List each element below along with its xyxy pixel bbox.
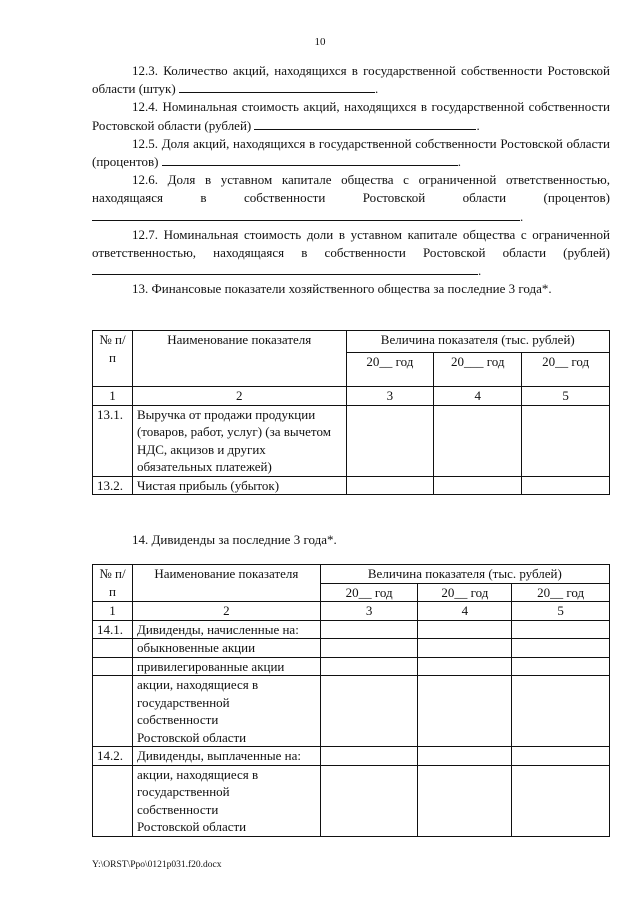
row-num bbox=[93, 639, 133, 658]
header-year: 20__ год bbox=[418, 583, 512, 602]
value-cell bbox=[418, 676, 512, 747]
row-num bbox=[93, 676, 133, 747]
row-num: 13.2. bbox=[93, 476, 133, 495]
header-year: 20__ год bbox=[522, 353, 610, 387]
row-name: привилегированные акции bbox=[132, 657, 320, 676]
value-cell bbox=[320, 765, 418, 836]
table-row bbox=[93, 405, 610, 476]
paragraph-tail: . bbox=[457, 154, 461, 170]
paragraph-text: 12.3. Количество акций, находящихся в государственной собственности Ростовской области (штук) bbox=[92, 63, 610, 97]
paragraph-text: 12.5. Доля акций, находящихся в государственной собственности Ростовской области (процентов) bbox=[92, 135, 610, 170]
index-cell: 5 bbox=[522, 387, 610, 406]
header-num: № п/п bbox=[93, 565, 133, 602]
index-cell: 2 bbox=[132, 387, 346, 406]
index-cell: 4 bbox=[418, 602, 512, 621]
value-cell bbox=[512, 639, 610, 658]
header-year: 20__ год bbox=[320, 583, 418, 602]
row-name: обыкновенные акции bbox=[132, 639, 320, 658]
index-cell: 4 bbox=[434, 387, 522, 406]
paragraph-tail: . bbox=[520, 208, 524, 224]
paragraph-12-5 bbox=[92, 135, 610, 171]
header-year: 20___ год bbox=[434, 353, 522, 387]
index-cell: 3 bbox=[346, 387, 434, 406]
row-num: 14.1. bbox=[93, 620, 133, 639]
blank-line bbox=[179, 80, 375, 93]
header-value: Величина показателя (тыс. рублей) bbox=[320, 565, 609, 584]
paragraph-tail: . bbox=[374, 81, 379, 97]
row-num bbox=[93, 765, 133, 836]
header-year: 20__ год bbox=[346, 353, 434, 387]
table-row bbox=[93, 657, 610, 676]
value-cell bbox=[512, 657, 610, 676]
value-cell bbox=[522, 405, 610, 476]
header-num: № п/п bbox=[93, 331, 133, 387]
value-cell bbox=[320, 676, 418, 747]
paragraph-text: 12.6. Доля в уставном капитале общества с ограниченной ответственностью, находящаяся в собственности Ростовской области (процентов) bbox=[92, 172, 610, 206]
paragraph-text: 13. Финансовые показатели хозяйственного общества за последние 3 года*. bbox=[132, 281, 552, 297]
section-14-heading: 14. Дивиденды за последние 3 года*. bbox=[132, 532, 337, 547]
table-row bbox=[93, 676, 610, 747]
value-cell bbox=[434, 405, 522, 476]
value-cell bbox=[512, 676, 610, 747]
paragraph-12-7 bbox=[92, 226, 610, 281]
value-cell bbox=[418, 747, 512, 766]
blank-line bbox=[92, 208, 520, 221]
value-cell bbox=[434, 476, 522, 495]
header-year: 20__ год bbox=[512, 583, 610, 602]
section-12-text bbox=[92, 62, 610, 299]
row-name: Чистая прибыль (убыток) bbox=[132, 476, 346, 495]
paragraph-12-4 bbox=[92, 98, 610, 134]
blank-line bbox=[162, 153, 458, 166]
index-cell: 3 bbox=[320, 602, 418, 621]
row-num: 13.1. bbox=[93, 405, 133, 476]
value-cell bbox=[320, 657, 418, 676]
value-cell bbox=[418, 765, 512, 836]
row-num bbox=[93, 657, 133, 676]
row-name: Дивиденды, выплаченные на: bbox=[132, 747, 320, 766]
financial-indicators-table bbox=[92, 330, 610, 495]
value-cell bbox=[320, 747, 418, 766]
value-cell bbox=[512, 765, 610, 836]
paragraph-12-6 bbox=[92, 171, 610, 226]
table-row bbox=[93, 620, 610, 639]
paragraph-tail: . bbox=[476, 117, 480, 133]
paragraph-text: 12.4. Номинальная стоимость акций, находящихся в государственной собственности Ростовской области (рублей) bbox=[92, 99, 610, 133]
value-cell bbox=[320, 620, 418, 639]
value-cell bbox=[418, 639, 512, 658]
value-cell bbox=[522, 476, 610, 495]
row-name: акции, находящиеся в государственной собственности Ростовской области bbox=[132, 765, 320, 836]
header-name: Наименование показателя bbox=[132, 331, 346, 387]
paragraph-13 bbox=[92, 280, 610, 298]
table-row bbox=[93, 747, 610, 766]
index-cell: 2 bbox=[132, 602, 320, 621]
value-cell bbox=[512, 620, 610, 639]
row-name: Выручка от продажи продукции (товаров, работ, услуг) (за вычетом НДС, акцизов и других обязательных платежей) bbox=[132, 405, 346, 476]
header-name: Наименование показателя bbox=[132, 565, 320, 602]
paragraph-text: 12.7. Номинальная стоимость доли в уставном капитале общества с ограниченной ответственностью, находящаяся в собственности Ростовской области (рублей) bbox=[92, 226, 610, 261]
row-name: Дивиденды, начисленные на: bbox=[132, 620, 320, 639]
file-path-footer: Y:\ORST\Ppo\0121p031.f20.docx bbox=[92, 860, 222, 870]
page-number: 10 bbox=[314, 36, 326, 48]
value-cell bbox=[320, 639, 418, 658]
dividends-table bbox=[92, 564, 610, 837]
row-num: 14.2. bbox=[93, 747, 133, 766]
blank-line bbox=[254, 117, 476, 130]
paragraph-tail: . bbox=[478, 263, 482, 279]
value-cell bbox=[346, 476, 434, 495]
value-cell bbox=[418, 620, 512, 639]
value-cell bbox=[418, 657, 512, 676]
index-cell: 1 bbox=[93, 387, 133, 406]
paragraph-12-3 bbox=[92, 62, 610, 98]
table-row bbox=[93, 476, 610, 495]
row-name: акции, находящиеся в государственной собственности Ростовской области bbox=[132, 676, 320, 747]
table-row bbox=[93, 639, 610, 658]
value-cell bbox=[512, 747, 610, 766]
index-cell: 5 bbox=[512, 602, 610, 621]
index-cell: 1 bbox=[93, 602, 133, 621]
value-cell bbox=[346, 405, 434, 476]
table-row bbox=[93, 765, 610, 836]
header-value: Величина показателя (тыс. рублей) bbox=[346, 331, 609, 353]
blank-line bbox=[92, 262, 478, 275]
